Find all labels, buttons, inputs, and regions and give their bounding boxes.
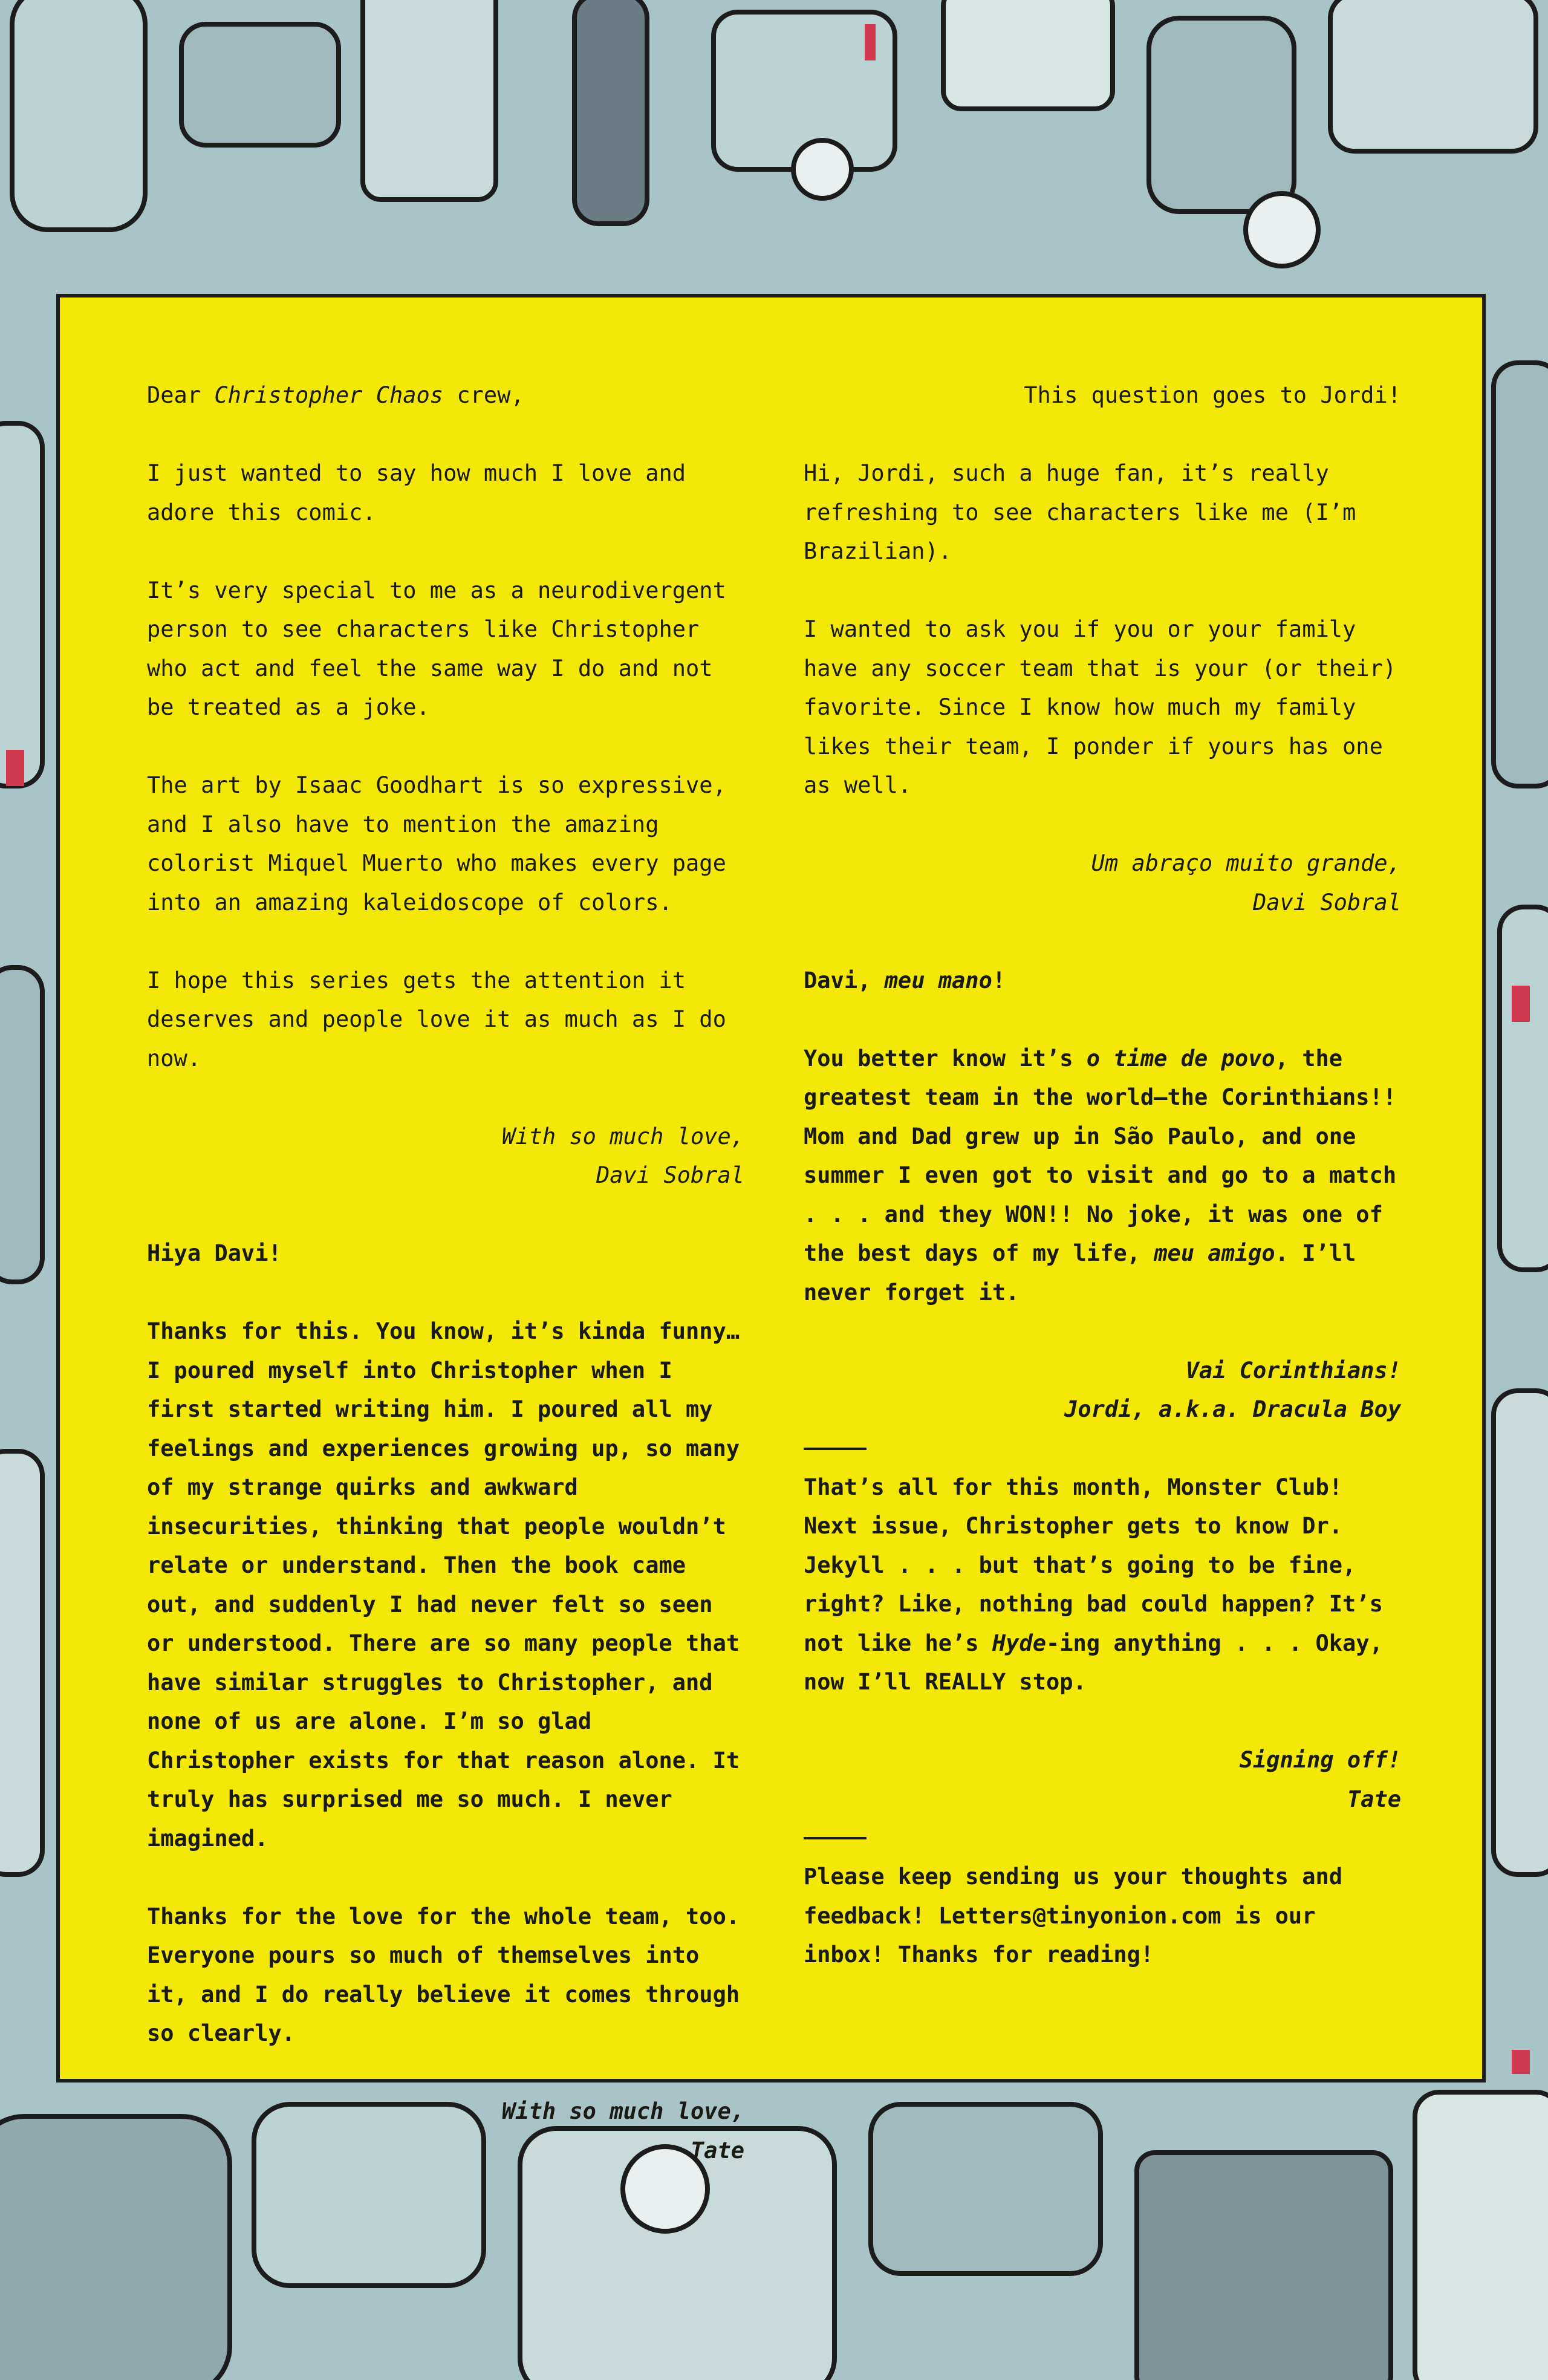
closing-signer: Tate	[1347, 1786, 1401, 1812]
reply-text: , the greatest team in the world—the Corinthians!! Mom and Dad grew up in São Paulo, and one summer I even got to visit and go to a match . . . and they WON!! No joke, it was one of the best days of my life,	[804, 1045, 1397, 1266]
final-note: Please keep sending us your thoughts and feedback! Letters@tinyonion.com is our inbox! Thanks for reading!	[804, 1864, 1343, 1968]
closing-text: That’s all for this month, Monster Club! Next issue, Christopher gets to know Dr. Jekyll . . . but that’s going to be fine, right? Like, nothing bad could happen? It’s not like he’s	[804, 1474, 1383, 1656]
salutation-suffix: crew,	[443, 382, 524, 408]
reply-greeting: Hiya Davi!	[147, 1240, 282, 1266]
letter-paragraph: I just wanted to say how much I love and adore this comic.	[147, 460, 686, 525]
salutation-prefix: Dear	[147, 382, 215, 408]
reply-paragraph: Thanks for this. You know, it’s kinda funny… I poured myself into Christopher when I first started writing him. I poured all my feelings and experiences growing up, so many of my strange quirks and awkward insecurities, thinking that people wouldn’t relate or understand. Then the book came out, and suddenly I had never felt so seen or understood. There are so many people that have similar struggles to Christopher, and none of us are alone. I’m so glad Christopher exists for that reason alone. It truly has surprised me so much. I never imagined.	[147, 1318, 740, 1852]
letter-paragraph: It’s very special to me as a neurodivergent person to see characters like Christopher who act and feel the same way I do and not be treated as a joke.	[147, 577, 726, 720]
letter-salutation	[147, 376, 744, 415]
reply-greeting-prefix: Davi,	[804, 967, 885, 993]
question-intro: This question goes to Jordi!	[1024, 382, 1401, 408]
letter-paragraph: I wanted to ask you if you or your family have any soccer team that is your (or their) favorite. Since I know how much my family likes their team, I ponder if yours has one as well.	[804, 616, 1397, 798]
reply-text-italic: o time de povo	[1086, 1045, 1275, 1071]
comic-title: Christopher Chaos	[214, 382, 444, 408]
letter-signoff: With so much love,	[502, 1123, 744, 1149]
reply-paragraph: Thanks for the love for the whole team, too. Everyone pours so much of themselves into it, and I do really believe it comes through so clearly.	[147, 1903, 740, 2046]
reply-signer: Jordi, a.k.a. Dracula Boy	[1064, 1396, 1401, 1422]
reply-greeting-italic: meu mano	[884, 967, 992, 993]
reply-signoff: With so much love,	[502, 2098, 744, 2124]
letter-signer: Davi Sobral	[596, 1162, 744, 1188]
closing-signoff: Signing off!	[1239, 1747, 1401, 1773]
reply-text-italic: meu amigo	[1154, 1240, 1275, 1266]
letter-signer: Davi Sobral	[1252, 889, 1401, 915]
reply-signer: Tate	[690, 2137, 744, 2164]
letter-paragraph: I hope this series gets the attention it deserves and people love it as much as I do now.	[147, 967, 726, 1071]
reply-paragraph	[804, 1039, 1401, 1313]
reply-greeting-suffix: !	[992, 967, 1006, 993]
letter-paragraph: Hi, Jordi, such a huge fan, it’s really refreshing to see characters like me (I’m Brazilian).	[804, 460, 1356, 564]
letter-signoff: Um abraço muito grande,	[1091, 850, 1401, 876]
closing-text-italic: Hyde	[992, 1630, 1046, 1656]
closing-text: -ing anything . . . Okay, now I’ll REALLY stop.	[804, 1630, 1383, 1695]
right-column	[804, 376, 1401, 1975]
section-divider	[804, 1837, 867, 1839]
letters-panel	[56, 294, 1486, 2164]
closing-paragraph	[804, 1468, 1401, 1702]
letter-paragraph: The art by Isaac Goodhart is so expressive, and I also have to mention the amazing colorist Miquel Muerto who makes every page into an amazing kaleidoscope of colors.	[147, 772, 726, 915]
section-divider	[804, 1448, 867, 1450]
reply-greeting	[804, 961, 1401, 1001]
left-column	[147, 376, 744, 2170]
reply-signoff: Vai Corinthians!	[1185, 1357, 1401, 1383]
reply-text: You better know it’s	[804, 1045, 1087, 1071]
reply-text: . I’ll never forget it.	[804, 1240, 1356, 1305]
